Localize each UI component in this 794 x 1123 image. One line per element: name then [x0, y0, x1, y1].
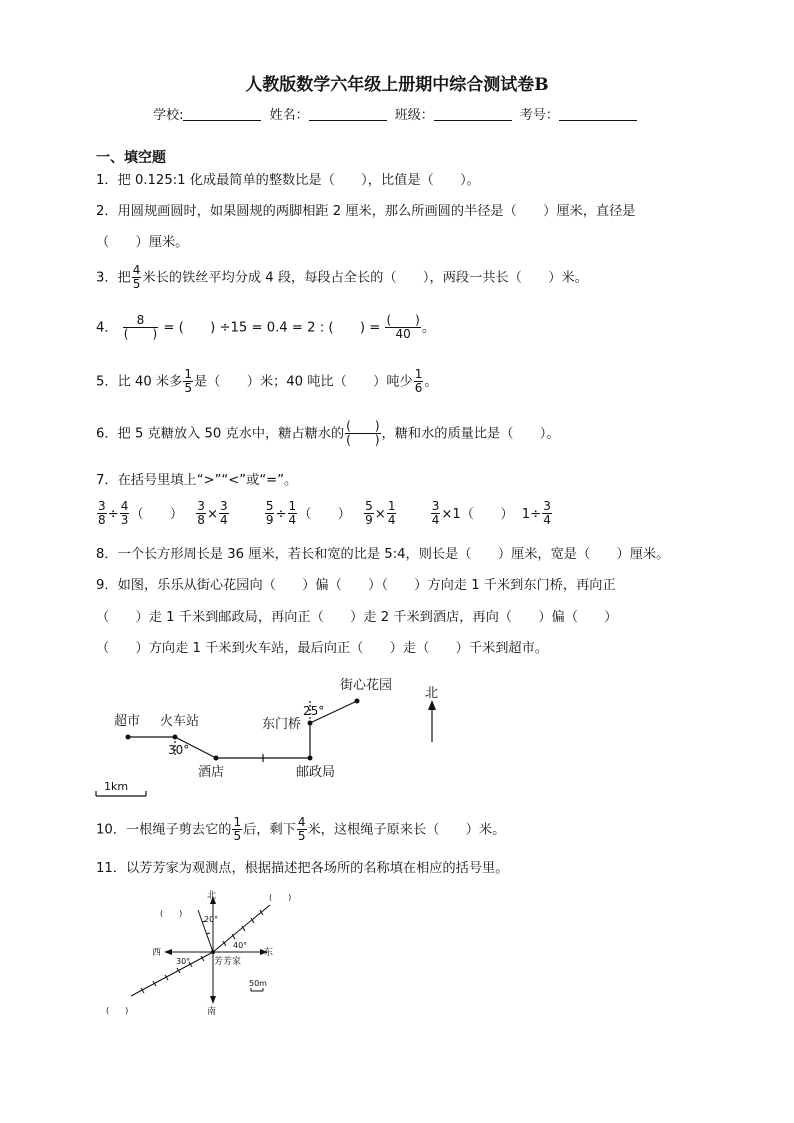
q7-item-4: $\frac{5}{9}$ × $\frac{1}{4}$ [365, 499, 396, 527]
north-arrow-head [428, 700, 436, 710]
question-9-line3: （ ）方向走 1 千米到火车站，最后向正（ ）走（ ）千米到超市。 [96, 641, 548, 656]
label-angle-25: 25° [303, 704, 325, 718]
question-7: 7．在括号里填上“>”“<”或“=”。 [96, 473, 298, 488]
label-north: 北 [425, 686, 439, 701]
fraction: $\frac{1}{6}$ [414, 367, 423, 395]
fraction: $\frac{1}{5}$ [233, 815, 242, 843]
question-2-line1: 2．用圆规画圆时，如果圆规的两脚相距 2 厘米，那么所画圆的半径是（ ）厘米，直径是 [96, 204, 636, 219]
fraction: $\frac{( )}{( )}$ [346, 419, 380, 447]
point-bridge [308, 721, 313, 726]
blank-north-west[interactable]: ( ) [160, 909, 183, 918]
route-map-figure [90, 670, 470, 810]
label-bridge: 东门桥 [262, 717, 302, 732]
label-angle-20: 20° [204, 915, 219, 924]
fraction: $\frac{4}{5}$ [297, 815, 306, 843]
exam-no-label: 考号： [519, 108, 559, 123]
question-6: 6．把 5 克糖放入 50 克水中，糖占糖水的 $\frac{( )}{( )}$ ，糖和水的质量比是（ ）。 [96, 419, 560, 447]
label-south: 南 [207, 1007, 217, 1017]
direction-map-figure [96, 888, 316, 1028]
question-2-line2: （ ）厘米。 [96, 235, 189, 250]
class-label: 班级： [394, 108, 434, 123]
label-angle-30: 30° [168, 743, 190, 757]
section-heading-fill-in: 一、填空题 [96, 150, 166, 166]
label-scale: 1km [104, 780, 129, 793]
label-supermarket: 超市 [114, 714, 141, 729]
point-home [211, 950, 215, 954]
label-west: 西 [152, 948, 162, 958]
point-station [173, 735, 178, 740]
west-arrowhead [164, 949, 172, 955]
label-east: 东 [264, 948, 274, 958]
point-garden [355, 699, 360, 704]
question-9-line2: （ ）走 1 千米到邮政局，再向正（ ）走 2 千米到酒店，再向（ ）偏（ ） [96, 610, 618, 625]
name-blank[interactable] [309, 108, 387, 121]
question-1: 1．把 0.125:1 化成最简单的整数比是（ ），比值是（ ）。 [96, 173, 480, 188]
label-angle-40: 40° [233, 941, 248, 950]
question-3: 3．把 $\frac{4}{5}$ 米长的铁丝平均分成 4 段，每段占全长的（ ），两段一共长（ ）米。 [96, 263, 588, 291]
question-5: 5．比 40 米多 $\frac{1}{5}$ 是（ ）米；40 吨比（ ）吨少 $\frac{1}{6}$ 。 [96, 367, 438, 395]
label-north: 北 [207, 891, 217, 901]
class-blank[interactable] [434, 108, 512, 121]
q7-item-3: $\frac{5}{9}$ ÷ $\frac{1}{4}$ （ ） [265, 499, 351, 527]
fraction: $\frac{( )}{40}$ [386, 313, 420, 341]
label-hotel: 酒店 [198, 765, 225, 780]
blank-north-east[interactable]: ( ) [269, 893, 292, 902]
label-angle-30: 30° [176, 957, 191, 966]
ray-south-west [131, 952, 213, 996]
q7-item-6: 1÷ $\frac{3}{4}$ [521, 499, 551, 527]
exam-no-blank[interactable] [559, 108, 637, 121]
page-title: 人教版数学六年级上册期中综合测试卷B [245, 75, 549, 95]
q7-item-5: $\frac{3}{4}$ ×1（ ） [431, 499, 514, 527]
q7-item-1: $\frac{3}{8}$ ÷ $\frac{4}{3}$ （ ） [98, 499, 184, 527]
point-post [308, 756, 313, 761]
fraction: $\frac{1}{5}$ [184, 367, 192, 395]
label-station: 火车站 [160, 714, 200, 729]
label-home: 芳芳家 [214, 957, 242, 967]
blank-south-west[interactable]: ( ) [106, 1006, 129, 1015]
label-scale: 50m [249, 979, 267, 988]
student-info-row [0, 104, 794, 123]
question-11: 11．以芳芳家为观测点，根据描述把各场所的名称填在相应的括号里。 [96, 861, 509, 876]
fraction: $\frac{8}{( )}$ [123, 313, 158, 341]
point-supermarket [126, 735, 131, 740]
school-label: 学校: [153, 108, 184, 123]
question-10: 10．一根绳子剪去它的 $\frac{1}{5}$ 后，剩下 $\frac{4}{5}$ 米，这根绳子原来长（ ）米。 [96, 815, 506, 843]
label-post: 邮政局 [296, 765, 336, 780]
question-8: 8．一个长方形周长是 36 厘米，若长和宽的比是 5:4，则长是（ ）厘米，宽是（ ）厘米。 [96, 547, 670, 562]
question-4: 4． $\frac{8}{( )}$ = ( ) ÷15 = 0.4 = 2 : ( ) = $\frac{( )}{40}$ 。 [96, 313, 436, 341]
south-arrowhead [210, 996, 216, 1004]
name-label: 姓名： [269, 108, 309, 123]
q7-item-2: $\frac{3}{8}$ × $\frac{3}{4}$ [197, 499, 228, 527]
fraction: $\frac{4}{5}$ [132, 263, 141, 291]
label-garden: 街心花园 [340, 678, 393, 693]
question-7-items [96, 500, 553, 527]
school-blank[interactable] [183, 108, 261, 121]
point-hotel [214, 756, 219, 761]
question-9-line1: 9．如图，乐乐从街心花园向（ ）偏（ ）（ ）方向走 1 千米到东门桥，再向正 [96, 578, 616, 593]
